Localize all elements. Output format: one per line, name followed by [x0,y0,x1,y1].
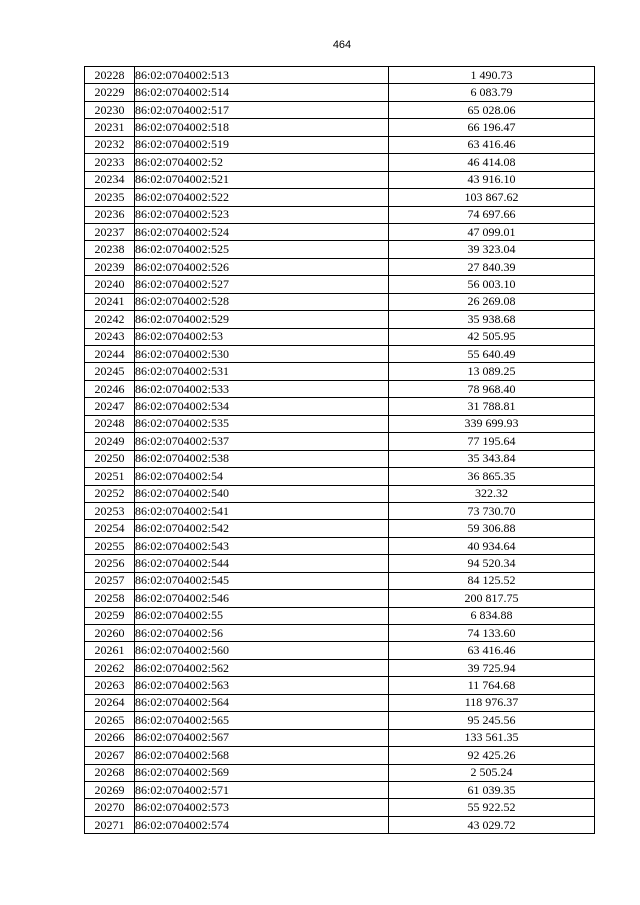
row-number: 20234 [85,171,135,188]
table-row [85,747,595,764]
cadastral-value: 103 867.62 [389,189,595,206]
cadastral-value: 39 323.04 [389,241,595,258]
cadastral-number: 86:02:0704002:562 [135,659,389,676]
row-number: 20266 [85,729,135,746]
cadastral-number: 86:02:0704002:524 [135,223,389,240]
cadastral-number: 86:02:0704002:571 [135,781,389,798]
row-number: 20257 [85,572,135,589]
cadastral-number: 86:02:0704002:522 [135,189,389,206]
row-number: 20231 [85,119,135,136]
cadastral-number: 86:02:0704002:563 [135,677,389,694]
table-row [85,293,595,310]
cadastral-number: 86:02:0704002:573 [135,799,389,816]
table-row [85,398,595,415]
cadastral-value: 77 195.64 [389,433,595,450]
cadastral-number: 86:02:0704002:531 [135,363,389,380]
cadastral-value: 55 922.52 [389,799,595,816]
cadastral-value: 59 306.88 [389,520,595,537]
cadastral-value: 92 425.26 [389,747,595,764]
cadastral-value: 6 083.79 [389,84,595,101]
cadastral-number: 86:02:0704002:574 [135,816,389,833]
cadastral-value: 95 245.56 [389,712,595,729]
row-number: 20269 [85,781,135,798]
cadastral-number: 86:02:0704002:533 [135,380,389,397]
row-number: 20246 [85,380,135,397]
table-row [85,241,595,258]
cadastral-value: 35 343.84 [389,450,595,467]
row-number: 20230 [85,101,135,118]
table-row [85,537,595,554]
table-row [85,119,595,136]
cadastral-number: 86:02:0704002:534 [135,398,389,415]
table-row [85,502,595,519]
table-row [85,485,595,502]
row-number: 20263 [85,677,135,694]
row-number: 20238 [85,241,135,258]
table-row [85,520,595,537]
row-number: 20270 [85,799,135,816]
cadastral-value: 27 840.39 [389,258,595,275]
cadastral-value: 118 976.37 [389,694,595,711]
cadastral-number: 86:02:0704002:527 [135,276,389,293]
table-row [85,84,595,101]
table-row [85,328,595,345]
cadastral-value: 43 916.10 [389,171,595,188]
cadastral-value: 61 039.35 [389,781,595,798]
cadastral-value: 74 133.60 [389,625,595,642]
cadastral-number: 86:02:0704002:542 [135,520,389,537]
row-number: 20256 [85,555,135,572]
cadastral-value: 63 416.46 [389,642,595,659]
row-number: 20268 [85,764,135,781]
cadastral-number: 86:02:0704002:55 [135,607,389,624]
table-row [85,223,595,240]
row-number: 20242 [85,311,135,328]
table-row [85,363,595,380]
table-row [85,154,595,171]
cadastral-number: 86:02:0704002:560 [135,642,389,659]
cadastral-value: 66 196.47 [389,119,595,136]
row-number: 20262 [85,659,135,676]
cadastral-value: 1 490.73 [389,67,595,84]
table-row [85,450,595,467]
table-row [85,468,595,485]
table-row [85,694,595,711]
row-number: 20233 [85,154,135,171]
row-number: 20264 [85,694,135,711]
row-number: 20260 [85,625,135,642]
cadastre-table [84,66,595,834]
table-row [85,276,595,293]
cadastral-number: 86:02:0704002:52 [135,154,389,171]
row-number: 20236 [85,206,135,223]
cadastral-value: 47 099.01 [389,223,595,240]
row-number: 20261 [85,642,135,659]
table-row [85,433,595,450]
table-row [85,258,595,275]
table-row [85,67,595,84]
table-row [85,590,595,607]
table-row [85,816,595,833]
row-number: 20244 [85,346,135,363]
row-number: 20251 [85,468,135,485]
row-number: 20258 [85,590,135,607]
cadastral-value: 43 029.72 [389,816,595,833]
cadastral-number: 86:02:0704002:545 [135,572,389,589]
table-row [85,171,595,188]
cadastral-value: 200 817.75 [389,590,595,607]
cadastral-number: 86:02:0704002:541 [135,502,389,519]
table-row [85,189,595,206]
cadastral-value: 55 640.49 [389,346,595,363]
cadastral-number: 86:02:0704002:564 [135,694,389,711]
table-row [85,764,595,781]
cadastral-value: 322.32 [389,485,595,502]
table-row [85,625,595,642]
cadastral-value: 94 520.34 [389,555,595,572]
cadastral-number: 86:02:0704002:535 [135,415,389,432]
cadastral-number: 86:02:0704002:514 [135,84,389,101]
row-number: 20245 [85,363,135,380]
cadastral-number: 86:02:0704002:517 [135,101,389,118]
cadastral-number: 86:02:0704002:546 [135,590,389,607]
cadastral-number: 86:02:0704002:540 [135,485,389,502]
cadastral-value: 42 505.95 [389,328,595,345]
table-row [85,799,595,816]
table-row [85,659,595,676]
cadastral-value: 78 968.40 [389,380,595,397]
cadastral-value: 6 834.88 [389,607,595,624]
row-number: 20250 [85,450,135,467]
cadastral-value: 13 089.25 [389,363,595,380]
row-number: 20265 [85,712,135,729]
cadastral-value: 2 505.24 [389,764,595,781]
table-row [85,642,595,659]
cadastral-number: 86:02:0704002:526 [135,258,389,275]
cadastral-value: 339 699.93 [389,415,595,432]
cadastral-value: 63 416.46 [389,136,595,153]
row-number: 20259 [85,607,135,624]
table-row [85,311,595,328]
cadastral-value: 74 697.66 [389,206,595,223]
cadastral-value: 11 764.68 [389,677,595,694]
cadastral-number: 86:02:0704002:528 [135,293,389,310]
cadastral-number: 86:02:0704002:518 [135,119,389,136]
cadastral-number: 86:02:0704002:513 [135,67,389,84]
cadastral-number: 86:02:0704002:53 [135,328,389,345]
cadastral-number: 86:02:0704002:569 [135,764,389,781]
row-number: 20249 [85,433,135,450]
row-number: 20243 [85,328,135,345]
cadastral-value: 35 938.68 [389,311,595,328]
row-number: 20271 [85,816,135,833]
cadastral-number: 86:02:0704002:567 [135,729,389,746]
cadastral-value: 40 934.64 [389,537,595,554]
cadastral-number: 86:02:0704002:538 [135,450,389,467]
row-number: 20247 [85,398,135,415]
row-number: 20229 [85,84,135,101]
cadastral-number: 86:02:0704002:568 [135,747,389,764]
table-row [85,555,595,572]
table-row [85,136,595,153]
row-number: 20235 [85,189,135,206]
cadastral-number: 86:02:0704002:519 [135,136,389,153]
table-row [85,346,595,363]
cadastral-number: 86:02:0704002:544 [135,555,389,572]
cadastral-value: 31 788.81 [389,398,595,415]
cadastral-number: 86:02:0704002:529 [135,311,389,328]
cadastral-number: 86:02:0704002:56 [135,625,389,642]
row-number: 20241 [85,293,135,310]
table-row [85,607,595,624]
cadastral-value: 56 003.10 [389,276,595,293]
table-row [85,380,595,397]
page-number: 464 [332,39,352,51]
row-number: 20248 [85,415,135,432]
cadastral-value: 133 561.35 [389,729,595,746]
cadastral-number: 86:02:0704002:530 [135,346,389,363]
cadastral-value: 84 125.52 [389,572,595,589]
cadastral-value: 39 725.94 [389,659,595,676]
table-row [85,712,595,729]
table-row [85,206,595,223]
row-number: 20237 [85,223,135,240]
row-number: 20240 [85,276,135,293]
table-row [85,572,595,589]
cadastral-value: 73 730.70 [389,502,595,519]
cadastral-value: 46 414.08 [389,154,595,171]
row-number: 20253 [85,502,135,519]
cadastral-number: 86:02:0704002:523 [135,206,389,223]
cadastral-value: 65 028.06 [389,101,595,118]
row-number: 20267 [85,747,135,764]
table-body [85,67,595,834]
row-number: 20255 [85,537,135,554]
cadastral-value: 36 865.35 [389,468,595,485]
table-row [85,677,595,694]
cadastral-number: 86:02:0704002:537 [135,433,389,450]
row-number: 20254 [85,520,135,537]
row-number: 20252 [85,485,135,502]
cadastral-number: 86:02:0704002:565 [135,712,389,729]
table-row [85,781,595,798]
row-number: 20232 [85,136,135,153]
cadastral-number: 86:02:0704002:521 [135,171,389,188]
table-row [85,415,595,432]
row-number: 20239 [85,258,135,275]
cadastral-number: 86:02:0704002:543 [135,537,389,554]
table-row [85,101,595,118]
row-number: 20228 [85,67,135,84]
table-row [85,729,595,746]
cadastral-number: 86:02:0704002:54 [135,468,389,485]
cadastral-value: 26 269.08 [389,293,595,310]
cadastral-number: 86:02:0704002:525 [135,241,389,258]
